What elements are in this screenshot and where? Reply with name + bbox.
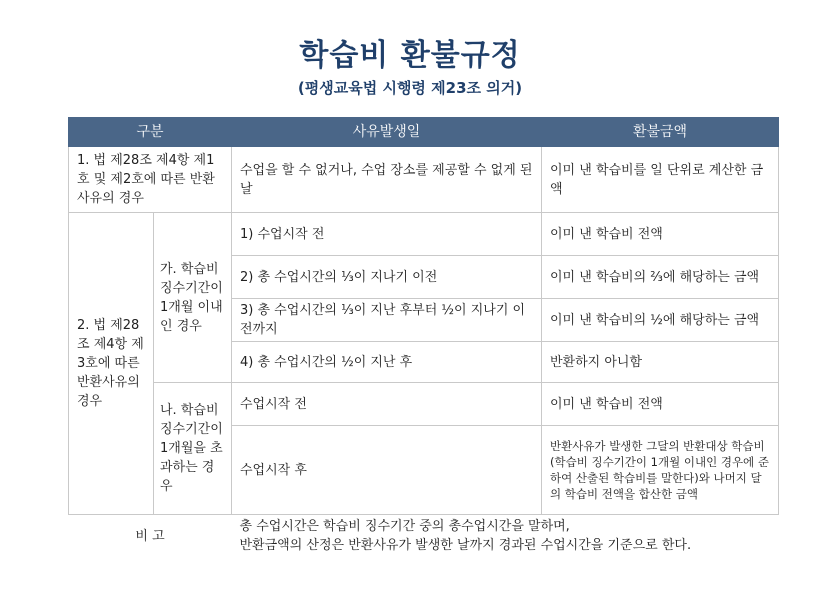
refund-table (68, 117, 779, 557)
reason-cell: 1) 수업시작 전 (232, 213, 542, 256)
header-reason: 사유발생일 (232, 118, 542, 147)
amount-cell: 반환사유가 발생한 그달의 반환대상 학습비(학습비 징수기간이 1개월 이내인 경우에 준하여 산출된 학습비를 말한다)와 나머지 달의 학습비 전액을 합산한 금액 (542, 426, 779, 515)
table-row (69, 383, 779, 426)
category-cell: 2. 법 제28조 제4항 제3호에 따른 반환사유의 경우 (69, 213, 154, 515)
subcategory-cell: 나. 학습비 징수기간이 1개월을 초과하는 경우 (154, 383, 232, 515)
notes-text (232, 515, 779, 558)
table-header-row (69, 118, 779, 147)
reason-cell: 3) 총 수업시간의 ⅓이 지난 후부터 ½이 지나기 이전까지 (232, 299, 542, 342)
amount-cell: 이미 낸 학습비의 ½에 해당하는 금액 (542, 299, 779, 342)
subcategory-cell: 가. 학습비 징수기간이 1개월 이내인 경우 (154, 213, 232, 383)
notes-line-2: 반환금액의 산정은 반환사유가 발생한 날까지 경과된 수업시간을 기준으로 한다. (239, 538, 692, 553)
reason-cell: 수업시작 전 (232, 383, 542, 426)
reason-cell: 4) 총 수업시간의 ½이 지난 후 (232, 342, 542, 383)
amount-cell: 반환하지 아니함 (542, 342, 779, 383)
table-row (69, 147, 779, 213)
notes-line-1: 총 수업시간은 학습비 징수기간 중의 총수업시간을 말하며, (239, 519, 570, 534)
page-title: 학습비 환불규정 (299, 38, 521, 73)
page-subtitle: (평생교육법 시행령 제23조 의거) (297, 79, 523, 97)
notes-row (69, 515, 779, 558)
header-amount: 환불금액 (542, 118, 779, 147)
amount-cell: 이미 낸 학습비의 ⅔에 해당하는 금액 (542, 256, 779, 299)
header-category: 구분 (69, 118, 232, 147)
notes-label: 비 고 (69, 515, 232, 558)
category-cell: 1. 법 제28조 제4항 제1호 및 제2호에 따른 반환사유의 경우 (69, 147, 232, 213)
reason-cell: 2) 총 수업시간의 ⅓이 지나기 이전 (232, 256, 542, 299)
table-row (69, 213, 779, 256)
amount-cell: 이미 낸 학습비 전액 (542, 213, 779, 256)
reason-cell: 수업을 할 수 없거나, 수업 장소를 제공할 수 없게 된 날 (232, 147, 542, 213)
amount-cell: 이미 낸 학습비를 일 단위로 계산한 금액 (542, 147, 779, 213)
reason-cell: 수업시작 후 (232, 426, 542, 515)
amount-cell: 이미 낸 학습비 전액 (542, 383, 779, 426)
